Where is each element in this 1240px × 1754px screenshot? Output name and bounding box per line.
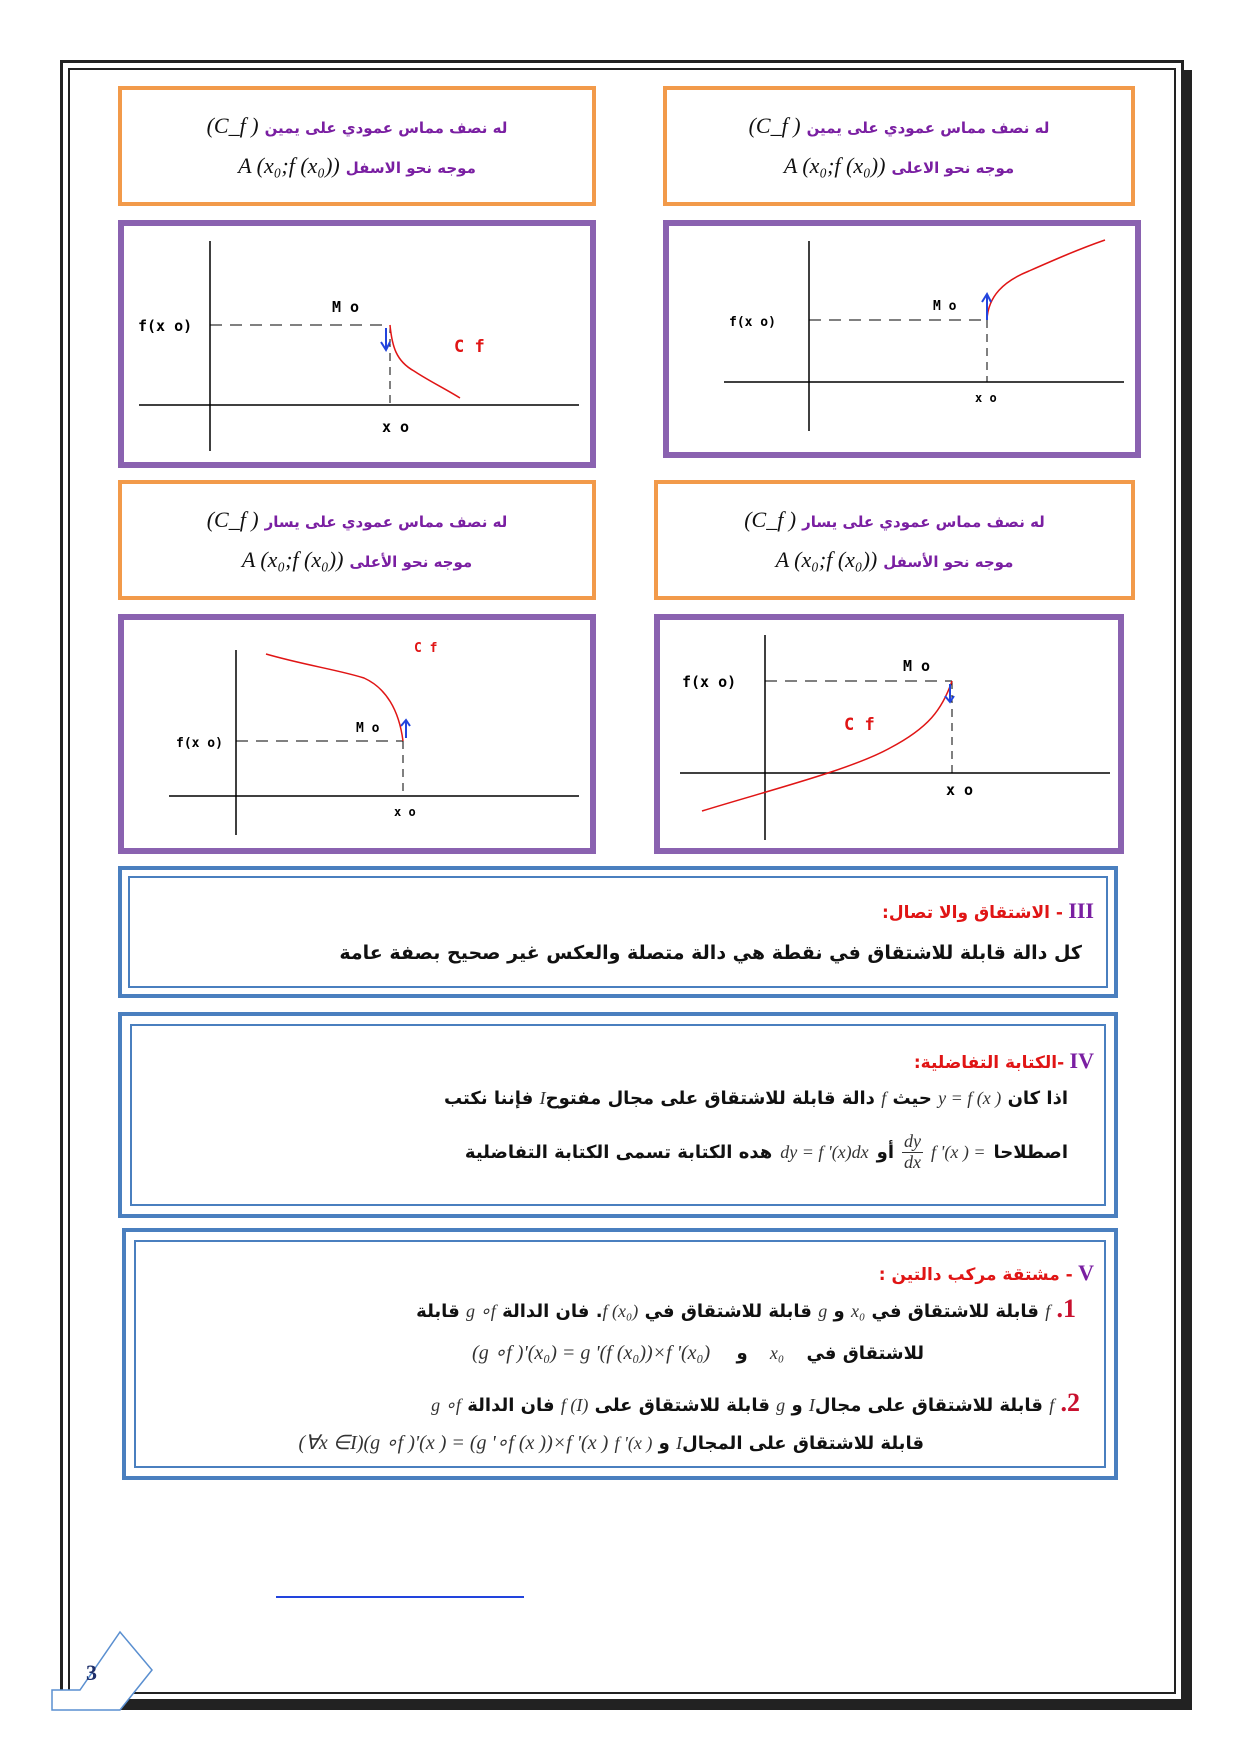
- section-3-heading: [882, 898, 1094, 924]
- formula: g: [776, 1395, 786, 1415]
- description-line: [207, 113, 508, 139]
- point-symbol: A (x₀;f (x₀)): [775, 547, 878, 572]
- x0-label: x o: [394, 805, 416, 819]
- section-5-item-2-cont: [299, 1430, 924, 1455]
- text: و: [833, 1301, 845, 1322]
- page-number-tab: [46, 1606, 166, 1716]
- m0-label: M o: [332, 298, 360, 316]
- section-title: - مشتقة مركب دالتين :: [878, 1265, 1073, 1285]
- description-text: موجه نحو الأعلى: [349, 553, 473, 571]
- text: قابلة للاشتقاق على المجال: [682, 1433, 924, 1454]
- curve-cf: [390, 325, 460, 398]
- decorative-line: [276, 1596, 524, 1598]
- formula: f (x₀): [602, 1301, 639, 1321]
- point-symbol: A (x₀;f (x₀)): [783, 153, 886, 178]
- formula: x₀: [851, 1301, 866, 1321]
- text: قابلة: [416, 1301, 460, 1322]
- description-line: [749, 113, 1050, 139]
- text: و: [736, 1343, 748, 1364]
- point-symbol: A (x₀;f (x₀)): [241, 547, 344, 572]
- tangent-arrow-icon: [945, 684, 954, 702]
- cf-label: C f: [454, 337, 485, 357]
- curve-cf: [987, 240, 1105, 320]
- cf-label: C f: [844, 715, 875, 735]
- page-frame-shadow: [1184, 70, 1192, 1710]
- curve-cf: [702, 681, 952, 811]
- cf-label: C f: [414, 641, 438, 656]
- graph-svg: [124, 620, 590, 848]
- x0-label: x o: [975, 391, 997, 405]
- roman-numeral: IV: [1069, 1048, 1094, 1073]
- page-tab-shape: [52, 1632, 152, 1710]
- formula: I: [676, 1433, 683, 1453]
- text: قابلة للاشتقاق على مجال: [814, 1395, 1043, 1416]
- section-4-box: [118, 1012, 1118, 1218]
- description-box-right-up: [663, 86, 1135, 206]
- description-line: [744, 507, 1045, 533]
- description-text: له نصف مماس عمودي على يمين: [264, 119, 508, 137]
- description-line: [238, 153, 476, 179]
- text: حيث: [892, 1088, 932, 1109]
- page-number: 3: [86, 1660, 97, 1685]
- formula: x₀: [769, 1343, 785, 1363]
- formula: (∀x ∈I)(g ∘f )'(x ) = (g '∘f (x ))×f '(x ): [298, 1432, 609, 1454]
- formula: g ∘f: [466, 1301, 496, 1321]
- graph-box-right-down: [118, 220, 596, 468]
- m0-label: M o: [356, 721, 380, 736]
- description-text: موجه نحو الاسفل: [345, 159, 476, 177]
- section-3-inner-border: [128, 876, 1108, 988]
- formula: f '(x ): [614, 1433, 653, 1453]
- fraction-denominator: dx: [904, 1151, 922, 1172]
- x0-label: x o: [946, 781, 974, 799]
- text: . فان الدالة: [502, 1301, 603, 1322]
- section-title: -الكتابة التفاضلية:: [913, 1053, 1065, 1073]
- formula: I: [808, 1395, 815, 1415]
- fx0-label: f(x o): [138, 317, 193, 335]
- curve-symbol: (C_f ): [748, 113, 801, 138]
- text: و: [791, 1395, 803, 1416]
- formula: g ∘f: [431, 1395, 461, 1415]
- fraction: [902, 1132, 923, 1173]
- fx0-label: f(x o): [729, 315, 776, 330]
- description-text: له نصف مماس عمودي على يسار: [802, 513, 1045, 531]
- formula: g: [818, 1301, 828, 1321]
- description-box-left-down: [654, 480, 1135, 600]
- text: قابلة للاشتقاق في: [644, 1301, 812, 1322]
- text: هده الكتابة تسمى الكتابة التفاضلية: [464, 1141, 773, 1163]
- graph-box-right-up: [663, 220, 1141, 458]
- graph-svg: [669, 226, 1135, 452]
- text: أو: [876, 1141, 895, 1163]
- section-5-item-1-cont: [472, 1340, 924, 1365]
- section-4-line-2: [465, 1132, 1068, 1173]
- section-3-body: كل دالة قابلة للاشتقاق في نقطة هي دالة متصلة والعكس غير صحيح بصفة عامة: [339, 942, 1082, 964]
- graph-svg: [660, 620, 1118, 848]
- x0-label: x o: [382, 418, 410, 436]
- roman-numeral: V: [1078, 1260, 1094, 1285]
- m0-label: M o: [903, 657, 931, 675]
- section-4-heading: [914, 1048, 1094, 1074]
- text: اذا كان: [1007, 1088, 1068, 1109]
- text: للاشتقاق في: [806, 1343, 924, 1364]
- section-5-heading: [879, 1260, 1094, 1286]
- formula: f: [881, 1088, 887, 1108]
- formula: f: [1049, 1395, 1055, 1415]
- point-symbol: A (x₀;f (x₀)): [238, 153, 340, 178]
- formula: f '(x ) =: [931, 1141, 986, 1162]
- fx0-label: f(x o): [176, 736, 223, 751]
- description-text: له نصف مماس عمودي على يمين: [806, 119, 1050, 137]
- description-text: موجه نحو الأسفل: [883, 553, 1014, 571]
- fraction-numerator: dy: [904, 1131, 922, 1151]
- description-line: [207, 507, 508, 533]
- description-text: موجه نحو الاعلى: [891, 159, 1015, 177]
- text: فإننا نكتب: [444, 1088, 534, 1109]
- text: دالة قابلة للاشتقاق على مجال مفتوح: [545, 1088, 875, 1109]
- graph-box-left-down: [654, 614, 1124, 854]
- text: فان الدالة: [467, 1395, 555, 1416]
- text: و: [658, 1433, 670, 1454]
- tangent-arrow-icon: [381, 328, 390, 350]
- formula: dy = f '(x)dx: [780, 1141, 869, 1162]
- formula: (g ∘f )'(x₀) = g '(f (x₀))×f '(x₀): [472, 1342, 711, 1364]
- curve-symbol: (C_f ): [744, 507, 797, 532]
- text: اصطلاحا: [993, 1141, 1068, 1163]
- formula: f (I): [560, 1395, 589, 1415]
- curve-symbol: (C_f ): [206, 507, 259, 532]
- graph-box-left-up: [118, 614, 596, 854]
- formula: I: [539, 1088, 546, 1108]
- text: قابلة للاشتقاق في: [871, 1301, 1039, 1322]
- section-4-line-1: [444, 1088, 1068, 1109]
- curve-symbol: (C_f ): [206, 113, 259, 138]
- item-number: 2: [1067, 1388, 1080, 1417]
- description-box-left-up: [118, 480, 596, 600]
- formula: y = f (x ): [938, 1088, 1002, 1108]
- description-text: له نصف مماس عمودي على يسار: [264, 513, 508, 531]
- description-box-right-down: [118, 86, 596, 206]
- section-5-item-2: 2. f قابلة للاشتقاق على مجالI و g قابلة للاشتقاق على f (I) فان الدالة g ∘f: [431, 1388, 1080, 1417]
- section-5-item-1: 1. f قابلة للاشتقاق في x₀ و g قابلة للاشتقاق في f (x₀). فان الدالة g ∘f قابلة: [416, 1294, 1076, 1323]
- section-3-box: [118, 866, 1118, 998]
- formula: f: [1045, 1301, 1051, 1321]
- section-5-box: [122, 1228, 1118, 1480]
- description-line: [242, 547, 472, 573]
- description-line: [776, 547, 1014, 573]
- item-number: 1: [1063, 1294, 1076, 1323]
- m0-label: M o: [933, 299, 957, 314]
- roman-numeral: III: [1068, 898, 1094, 923]
- text: قابلة للاشتقاق على: [594, 1395, 770, 1416]
- description-line: [784, 153, 1014, 179]
- section-title: - الاشتقاق والا تصال:: [882, 903, 1063, 923]
- fx0-label: f(x o): [682, 673, 737, 691]
- page-frame-shadow-bottom: [72, 1702, 1192, 1710]
- curve-cf: [266, 654, 403, 741]
- graph-svg: [124, 226, 590, 462]
